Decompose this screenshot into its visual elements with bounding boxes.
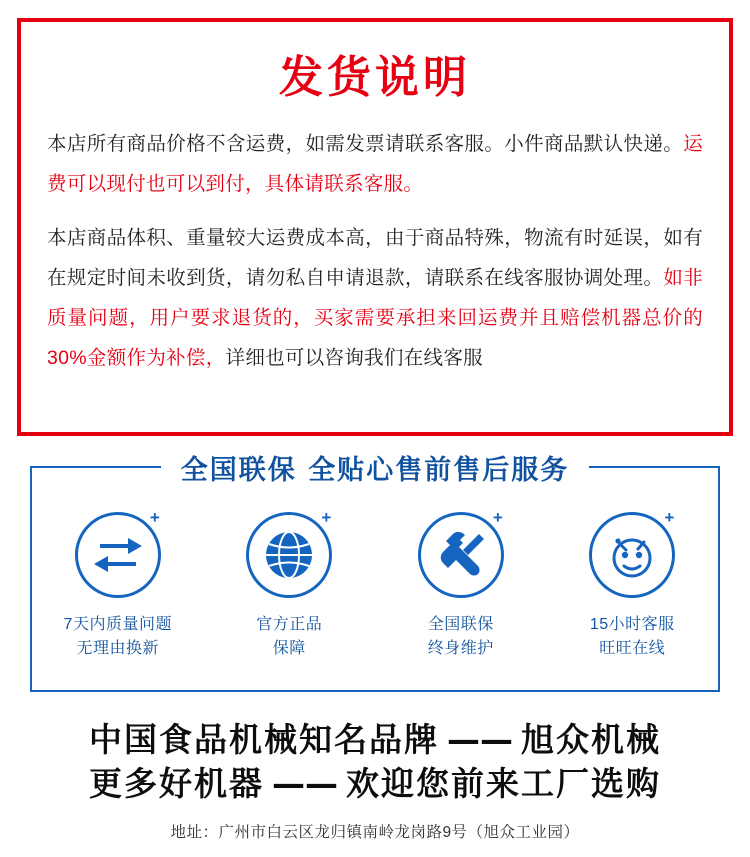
service-item <box>386 508 536 661</box>
service-title-wrap <box>32 448 718 487</box>
wrench-screwdriver-icon <box>418 508 504 598</box>
plus-badge: + <box>149 508 160 527</box>
service-item-label-line1: 全国联保 <box>427 616 494 633</box>
exchange-arrows-icon <box>75 508 161 598</box>
service-item <box>557 508 707 661</box>
globe-icon <box>246 508 332 598</box>
plus-badge: + <box>664 508 675 527</box>
notice-paragraph-1 <box>47 124 703 204</box>
slogan-line1-part-b: 旭众机械 <box>521 720 661 759</box>
notice-p2-highlight: 如非质量问题，用户要求退货的，买家需要承担来回运费并且赔偿机器总价的30%金额作为补偿， <box>47 267 703 370</box>
service-item-label-line2: 终身维护 <box>427 640 494 657</box>
service-item-label <box>557 613 707 661</box>
service-item-label-line1: 7天内质量问题 <box>63 616 172 633</box>
notice-paragraph-2 <box>47 218 703 378</box>
slogan-line1-part-a: 中国食品机械知名品牌 <box>89 720 439 759</box>
service-item-label <box>214 613 364 661</box>
service-item-list <box>32 468 718 661</box>
slogan-line1-dash: —— <box>447 720 513 759</box>
notice-p2-text: 本店商品体积、重量较大运费成本高，由于商品特殊，物流有时延误，如有在规定时间未收到货，请勿私自申请退款，请联系在线客服协调处理。 <box>47 227 703 290</box>
service-item-label-line1: 官方正品 <box>256 616 323 633</box>
service-item-label-line2: 无理由换新 <box>76 640 159 657</box>
customer-service-face-icon <box>589 508 675 598</box>
notice-body <box>47 124 703 378</box>
slogan-line2-dash: —— <box>272 764 338 803</box>
notice-title: 发货说明 <box>279 52 471 103</box>
notice-p2-tail: 详细也可以咨询我们在线客服 <box>225 347 483 370</box>
slogan-line-2 <box>0 762 750 806</box>
service-item <box>214 508 364 661</box>
plus-badge: + <box>321 508 332 527</box>
service-item-label-line1: 15小时客服 <box>589 616 675 633</box>
service-item <box>43 508 193 661</box>
service-item-label-line2: 保障 <box>272 640 306 657</box>
service-item-label-line2: 旺旺在线 <box>599 640 666 657</box>
plus-badge: + <box>492 508 503 527</box>
service-item-label <box>43 613 193 661</box>
notice-p1-text: 本店所有商品价格不含运费，如需发票请联系客服。小件商品默认快递。 <box>47 133 684 156</box>
service-guarantee-box <box>30 455 720 692</box>
slogan-line2-part-a: 更多好机器 <box>89 764 264 803</box>
service-title: 全国联保 全贴心售前售后服务 <box>161 448 589 487</box>
company-address: 地址：广州市白云区龙归镇南岭龙岗路9号（旭众工业园） <box>170 824 580 841</box>
slogan-line-1 <box>0 718 750 762</box>
notice-p1-highlight: 运费可以现付也可以到付，具体请联系客服。 <box>47 133 703 196</box>
shipping-notice-box <box>17 18 733 436</box>
footer-slogan <box>0 718 750 806</box>
service-item-label <box>386 613 536 661</box>
slogan-line2-part-b: 欢迎您前来工厂选购 <box>346 764 661 803</box>
